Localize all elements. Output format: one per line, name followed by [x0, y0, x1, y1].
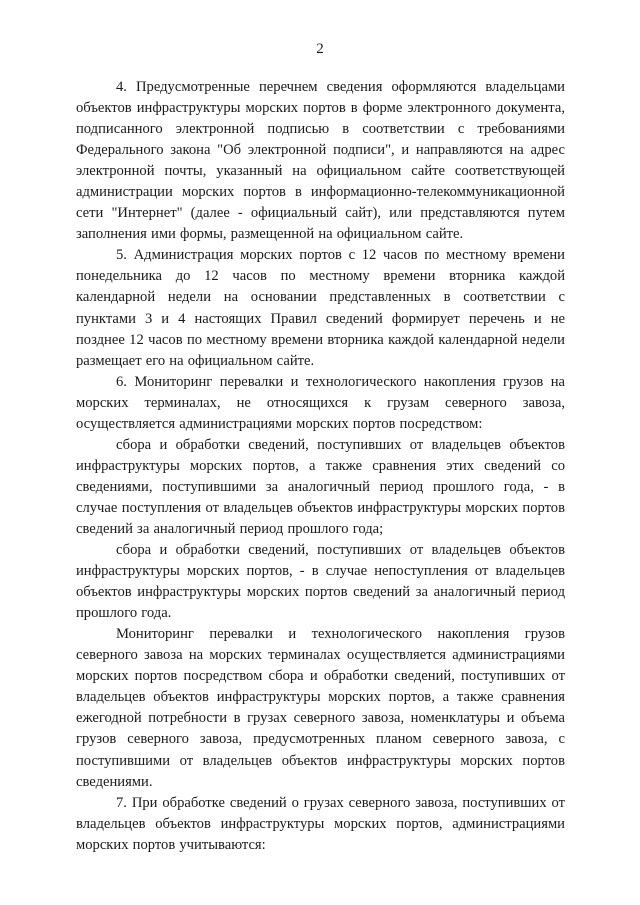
- paragraph-4: 4. Предусмотренные перечнем сведения оформляются владельцами объектов инфраструктуры морских портов в форме электронного документа, подписанного электронной подписью в соответствии с требованиями Федерального закона "Об электронной подписи", и направляются на адрес электронной почты, указанный на официальном сайте соответствующей администрации морских портов в информационно-телекоммуникационной сети "Интернет" (далее - официальный сайт), или представляются путем заполнения ими формы, размещенной на официальном сайте.: [76, 79, 565, 243]
- paragraph-7: 7. При обработке сведений о грузах северного завоза, поступивших от владельцев объектов инфраструктуры морских портов, администрациями морских портов учитываются:: [76, 794, 565, 853]
- document-body: [76, 77, 565, 856]
- paragraph-6-item-1: сбора и обработки сведений, поступивших от владельцев объектов инфраструктуры морских портов, а также сравнения этих сведений со сведениями, поступившими за аналогичный период прошлого года, - в случае поступления от владельцев объектов инфраструктуры морских портов сведений за аналогичный период прошлого года;: [76, 436, 565, 537]
- paragraph-6-northern-delivery: Мониторинг перевалки и технологического накопления грузов северного завоза на морских терминалах осуществляется администрациями морских портов посредством сбора и обработки сведений, поступивших от владельцев объектов инфраструктуры морских портов, а также сравнения ежегодной потребности в грузах северного завоза, номенклатуры и объема грузов северного завоза, предусмотренных планом северного завоза, с поступившими от владельцев объектов инфраструктуры морских портов сведениями.: [76, 626, 565, 790]
- paragraph-6-item-2: сбора и обработки сведений, поступивших от владельцев объектов инфраструктуры морских портов, - в случае непоступления от владельцев объектов инфраструктуры морских портов сведений за аналогичный период прошлого года.: [76, 542, 565, 622]
- paragraph-6: 6. Мониторинг перевалки и технологического накопления грузов на морских терминалах, не относящихся к грузам северного завоза, осуществляется администрациями морских портов посредством:: [76, 373, 565, 432]
- paragraph-5: 5. Администрация морских портов с 12 часов по местному времени понедельника до 12 часов по местному времени вторника каждой календарной недели на основании представленных в соответствии с пунктами 3 и 4 настоящих Правил сведений формирует перечень и не позднее 12 часов по местному времени вторника каждой календарной недели размещает его на официальном сайте.: [76, 247, 565, 369]
- page-number: 2: [316, 41, 324, 57]
